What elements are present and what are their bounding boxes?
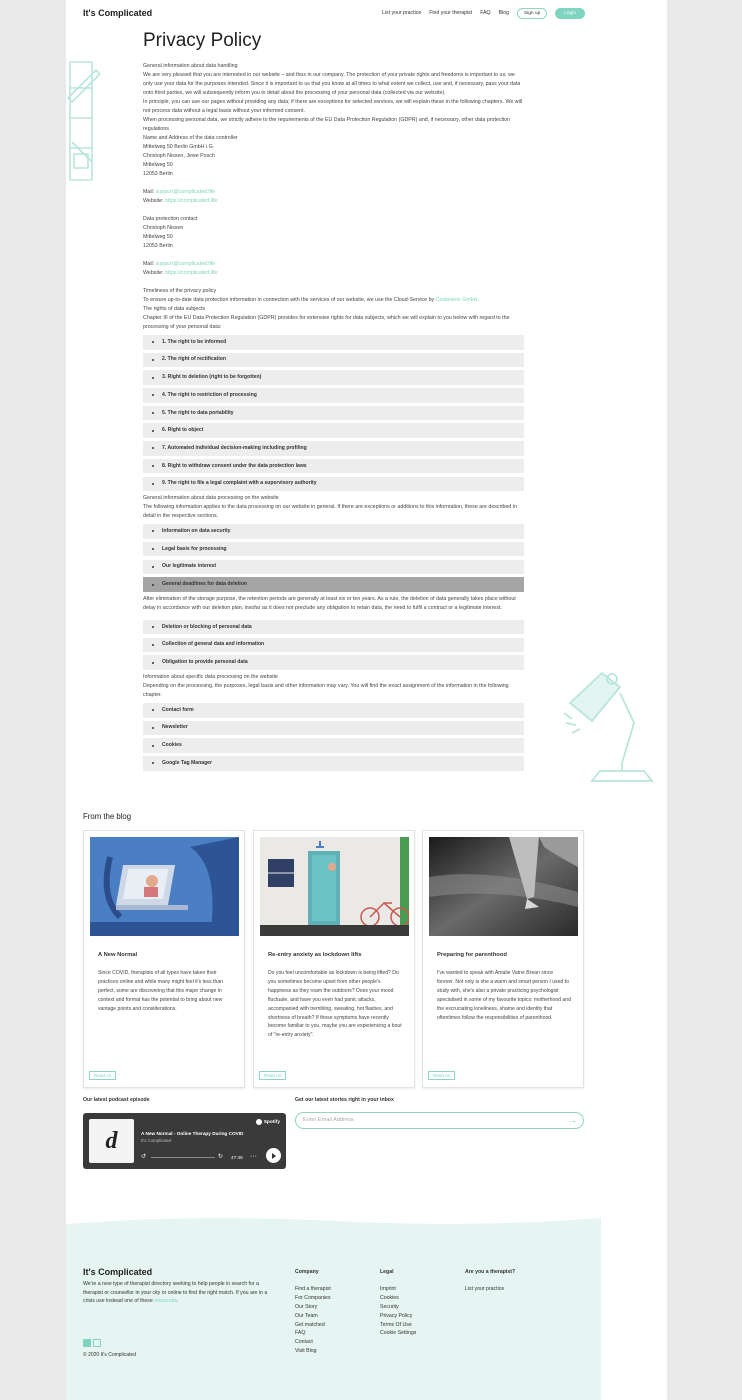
accordion-item[interactable]	[143, 335, 524, 350]
nav-blog[interactable]: Blog	[498, 10, 509, 16]
mail-link[interactable]: support@complicated.life	[155, 261, 216, 267]
accordion-item[interactable]	[143, 638, 524, 653]
accordion-item[interactable]	[143, 721, 524, 736]
nav-faq[interactable]: FAQ	[480, 10, 491, 16]
pencil-illustration-icon	[66, 58, 100, 188]
footer-link[interactable]: Find a therapist	[295, 1285, 331, 1292]
blog-section-title: From the blog	[83, 812, 132, 821]
footer-link[interactable]: Security	[380, 1303, 399, 1310]
footer-link[interactable]: List your practice	[465, 1285, 505, 1292]
intro-paragraph: We are very pleased that you are interested in our website – and thus in our company. The protection of your private rights and freedoms is important to us; we only use your data for the purposes intended. Since it is important to us that you know at all times to what extent we collect, use and, if necessary, pass your data onto third parties, we will subsequently inform you in detail about the processing of your personal data (collected via our website).	[143, 72, 521, 96]
top-nav	[83, 6, 585, 22]
rights-text: Chapter III of the EU Data Protection Regulation (GDPR) provides for extensive rights for data subjects, which we will explain to you below with regard to the processing of your personal data:	[143, 315, 510, 330]
page-title: Privacy Policy	[143, 30, 262, 51]
instagram-icon[interactable]	[93, 1339, 101, 1347]
footer-link[interactable]: Privacy Policy	[380, 1312, 413, 1319]
website-link[interactable]: https://complicated.life	[164, 198, 218, 204]
footer-link[interactable]: Our Team	[295, 1312, 318, 1319]
accordion-item[interactable]	[143, 620, 524, 635]
resources-link[interactable]: resources	[154, 1298, 178, 1305]
accordion-label: 7. Automated individual decision-making including profiling	[162, 444, 307, 451]
blog-card-title[interactable]: Re-entry anxiety as lockdown lifts	[268, 952, 362, 958]
spotify-logo[interactable]	[256, 1119, 280, 1125]
email-placeholder: Enter Email Address	[303, 1117, 354, 1123]
controller-line: 12053 Berlin	[143, 171, 173, 177]
podcast-label: Our latest podcast episode	[83, 1097, 150, 1103]
footer-link[interactable]: Visit Blog	[295, 1348, 317, 1355]
accordion-item[interactable]	[143, 353, 524, 368]
timeliness-text: To ensure up-to-date data protection information in connection with the services of our website, we use the Cloud-Service by	[143, 297, 436, 303]
newsletter-label: Get our latest stories right in your inbox	[295, 1097, 394, 1103]
accordion-label: 3. Right to deletion (right to be forgotten)	[162, 374, 262, 381]
podcast-episode-title[interactable]: A New Normal - Online Therapy During COVID	[141, 1131, 244, 1136]
blog-card-excerpt: Since COVID, therapists of all types have taken their practices online and while many might feel it's less than perfect, some are discovering that this major change in context and format has the potential to bring about new vantage points and considerations.	[98, 970, 223, 1012]
dpo-heading: Data protection contact	[143, 216, 198, 222]
footer-link[interactable]: Get matched	[295, 1321, 325, 1328]
podcast-player	[83, 1113, 286, 1169]
desk-lamp-illustration-icon	[562, 663, 657, 785]
footer-company-column	[295, 1268, 331, 1356]
footer-link[interactable]: FAQ	[295, 1330, 306, 1337]
accordion-label: Newsletter	[162, 724, 188, 731]
blog-card[interactable]	[422, 830, 584, 1088]
controller-line: Mittelweg 50	[143, 162, 173, 168]
footer-therapist-column	[465, 1268, 515, 1294]
intro-paragraph: In principle, you can use our pages without providing any data; if there are exceptions for selected services, we will explain these in the following chapters. We will not process data without a legal basis without your informed consent.	[143, 99, 523, 114]
blog-image-laptop	[90, 837, 239, 936]
accordion-label: Information on data security	[162, 527, 231, 534]
accordion-label: 8. Right to withdraw consent under the data protection laws	[162, 462, 307, 469]
accordion-label: Legal basis for processing	[162, 545, 227, 552]
footer-logo[interactable]: It's Complicated	[83, 1267, 153, 1277]
accordion-expanded-text: After elimination of the storage purpose, the retention periods are generally at least six or ten years. As a rule, the deletion of data generally takes place without delay in accordance with our deletion plan, insofar as it does not preclude any obligation to retain data, the need to fulfil a contract or a legitimate interest.	[143, 595, 516, 611]
blog-card[interactable]	[253, 830, 415, 1088]
spotify-icon	[256, 1119, 262, 1125]
accordion-label: 4. The right to restriction of processing	[162, 391, 257, 398]
accordion-label: 6. Right to object	[162, 427, 204, 434]
signup-button[interactable]: Sign up	[517, 8, 547, 19]
accordion-label: 2. The right of rectification	[162, 356, 226, 363]
accordion-item[interactable]	[143, 370, 524, 385]
accordion-item[interactable]	[143, 406, 524, 421]
footer-column-heading: Company	[295, 1269, 319, 1275]
footer-column-heading: Are you a therapist?	[465, 1269, 516, 1275]
accordion-item[interactable]	[143, 423, 524, 438]
timeliness-end: .	[477, 297, 479, 303]
specific-text: Depending on the processing, the purposes, legal basis and other information may vary. You will find the exact assignment of the information in the following chapter.	[143, 683, 509, 698]
website-link[interactable]: https://complicated.life	[164, 270, 218, 276]
accordion-label: 5. The right to data portability	[162, 409, 234, 416]
specific-heading: Information about specific data processing on the website	[143, 674, 278, 680]
podcast-show-name[interactable]: It's Complicated	[141, 1138, 172, 1143]
controller-heading: Name and Address of the data controller	[143, 135, 238, 141]
read-on-button[interactable]: Read on	[428, 1071, 455, 1080]
accordion-item-expanded[interactable]	[143, 577, 524, 592]
play-button[interactable]	[266, 1148, 281, 1163]
skip-forward-icon[interactable]: ↻	[218, 1154, 224, 1160]
read-on-button[interactable]: Read on	[259, 1071, 286, 1080]
accordion-item[interactable]	[143, 388, 524, 403]
privacy-content	[143, 62, 524, 774]
blog-card[interactable]	[83, 830, 245, 1088]
general-heading: General information about data processing on the website	[143, 495, 279, 502]
accordion-item[interactable]	[143, 542, 524, 557]
footer-link[interactable]: Our Story	[295, 1303, 318, 1310]
footer-column-heading: Legal	[380, 1269, 394, 1275]
cookiebox-link[interactable]: Cookiebox GmbH	[435, 297, 478, 303]
dpo-line: 12053 Berlin	[143, 243, 173, 249]
accordion-item[interactable]	[143, 477, 524, 492]
website-label: Website:	[143, 198, 165, 204]
dpo-line: Christoph Nissen	[143, 225, 184, 231]
footer-link[interactable]: Imprint	[380, 1285, 396, 1292]
timeliness-heading: Timeliness of the privacy policy	[143, 288, 217, 294]
skip-back-icon[interactable]: ↺	[141, 1154, 147, 1160]
accordion-item[interactable]	[143, 703, 524, 718]
accordion-label: Cookies	[162, 742, 182, 749]
blog-image-beach	[429, 837, 578, 936]
social-links	[83, 1339, 101, 1347]
nav-list-practice[interactable]: List your practice	[382, 10, 422, 16]
footer-desc-text: We're a new type of therapist directory seeking to help people in search for a therapist or counsellor in your city or online to find the right match. If you are in a crisis use instead one of these	[83, 1281, 268, 1305]
blog-card-title[interactable]: Preparing for parenthood	[437, 952, 507, 958]
accordion-label: 9. The right to file a legal complaint with a supervisory authority	[162, 480, 317, 487]
footer-link[interactable]: For Companies	[295, 1294, 331, 1301]
accordion-label: Obligation to provide personal data	[162, 659, 248, 666]
rights-heading: The rights of data subjects	[143, 306, 206, 312]
mail-label: Mail:	[143, 189, 156, 195]
email-input[interactable]	[295, 1112, 584, 1129]
submit-arrow-icon[interactable]: →	[568, 1115, 577, 1125]
intro-heading: General information about data handling	[143, 63, 238, 69]
footer-link[interactable]: Cookie Settings	[380, 1330, 417, 1337]
accordion-item[interactable]	[143, 560, 524, 575]
footer-link[interactable]: Cookies	[380, 1294, 399, 1301]
mail-label: Mail:	[143, 261, 156, 267]
more-options-icon[interactable]: ···	[250, 1153, 257, 1160]
blog-card-excerpt: I've wanted to speak with Amalie Vatne Brean since forever. Not only is she a warm and smart person I used to study with, she's also a private practicing psychologist specialised in some of my favourite topics: motherhood and the excruciating loneliness, shame and identity that oftentimes follow the responsibilities of parenthood.	[437, 970, 571, 1021]
accordion-label: Our legitimate interest	[162, 563, 217, 570]
progress-bar[interactable]	[151, 1157, 215, 1158]
copyright: © 2020 It's Complicated	[83, 1352, 136, 1358]
podcast-cover: d	[89, 1119, 134, 1163]
dpo-line: Mittelweg 50	[143, 234, 173, 240]
general-text: The following information applies to the data processing on our website in general. If there are exceptions or additions to this information, these are described in detail in the respective sections.	[143, 504, 517, 520]
footer-legal-column	[380, 1268, 416, 1338]
nav-find-therapist[interactable]: Find your therapist	[429, 10, 473, 16]
footer-background	[66, 1225, 601, 1400]
accordion-label: Collection of general data and information	[162, 641, 265, 648]
accordion-label: General deadlines for data deletion	[162, 581, 247, 587]
login-button[interactable]: Login	[555, 8, 585, 19]
controller-line: Christoph Nissen, Jewe Posch	[143, 153, 215, 159]
facebook-icon[interactable]	[83, 1339, 91, 1347]
podcast-duration: 47:46	[231, 1155, 243, 1160]
footer-link[interactable]: Terms Of Use	[380, 1321, 412, 1328]
intro-paragraph: When processing personal data, we strictly adhere to the requirements of the EU Data Protection Regulation (GDPR) and, if necessary, other data protection regulations.	[143, 117, 511, 132]
mail-link[interactable]: support@complicated.life	[155, 189, 216, 195]
accordion-label: Contact form	[162, 706, 194, 713]
accordion-item[interactable]	[143, 738, 524, 753]
footer-desc-end: .	[177, 1298, 179, 1305]
footer-description	[83, 1280, 268, 1306]
accordion-item[interactable]	[143, 756, 524, 771]
accordion-label: Deletion or blocking of personal data	[162, 623, 252, 630]
read-on-button[interactable]: Read on	[89, 1071, 116, 1080]
controller-line: Mittelweg 50 Berlin GmbH i.G.	[143, 144, 215, 150]
footer-link[interactable]: Contact	[295, 1339, 313, 1346]
blog-card-excerpt: Do you feel uncomfortable as lockdown is being lifted? Do you sometimes become upset from other people's happiness as they roam the outdoors? Does your mood fluctuate, and have you even had panic attacks, accompanied with trembling, sweating, hot flashes, and shortness of breath? If these symptoms have recently become familiar to you, maybe you are experiencing a bout of "re-entry anxiety".	[268, 970, 402, 1039]
blog-image-door	[260, 837, 409, 936]
site-logo[interactable]: It's Complicated	[83, 8, 153, 18]
spotify-label: Spotify	[263, 1119, 280, 1125]
blog-card-title[interactable]: A New Normal	[98, 952, 138, 958]
accordion-label: Google Tag Manager	[162, 759, 212, 766]
accordion-item[interactable]	[143, 459, 524, 474]
accordion-item[interactable]	[143, 655, 524, 670]
accordion-item[interactable]	[143, 524, 524, 539]
website-label: Website:	[143, 270, 165, 276]
accordion-label: 1. The right to be informed	[162, 338, 227, 345]
accordion-item[interactable]	[143, 441, 524, 456]
